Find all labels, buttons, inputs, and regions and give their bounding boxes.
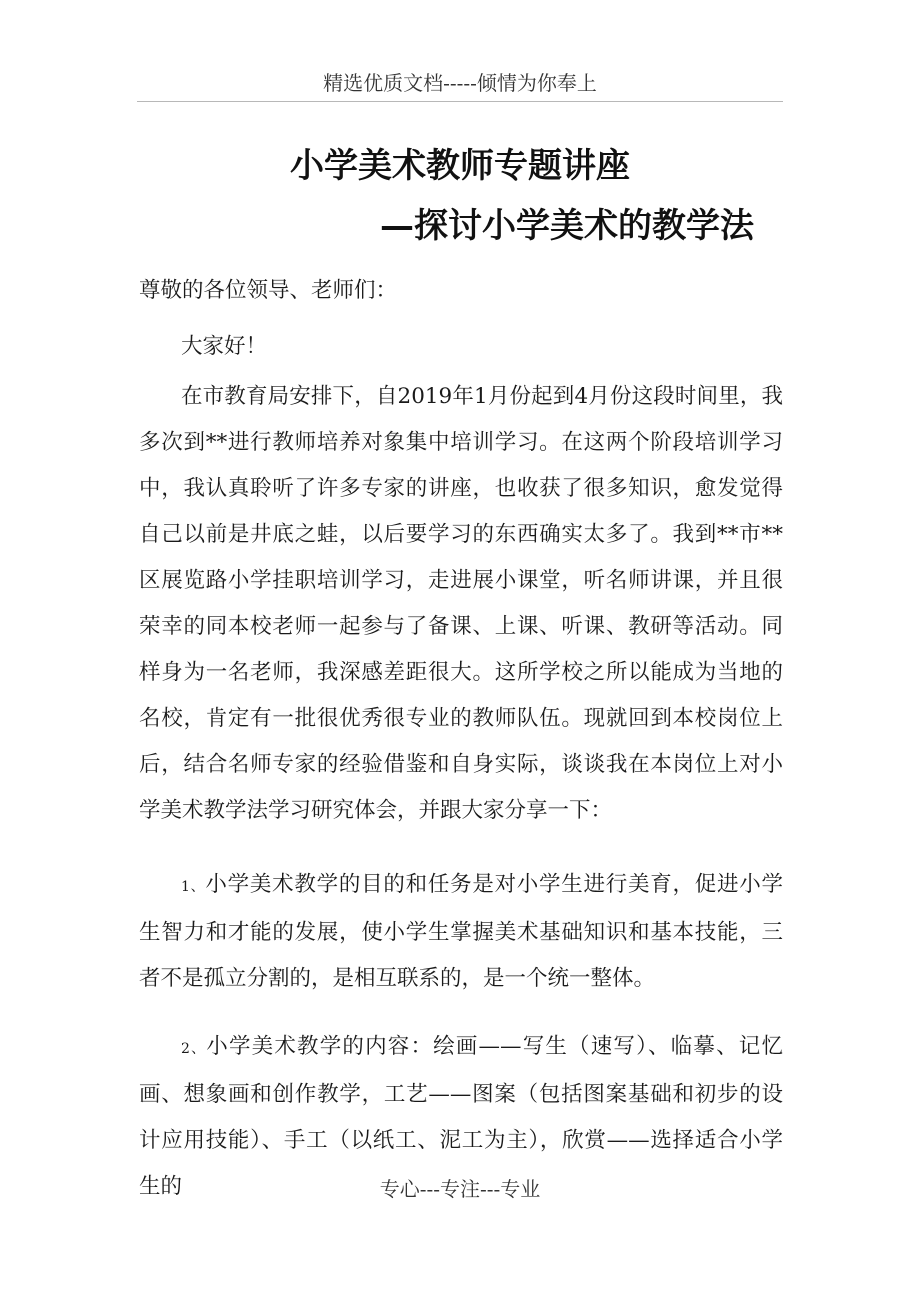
point-1-number: 1、 bbox=[181, 879, 206, 895]
point-1-text: 小学美术教学的目的和任务是对小学生进行美育，促进小学生智力和才能的发展，使小学生掌握美术基础知识和基本技能，三者不是孤立分割的，是相互联系的，是一个统一整体。 bbox=[139, 872, 783, 991]
point-1-paragraph bbox=[139, 862, 783, 1002]
greeting: 大家好！ bbox=[181, 334, 268, 359]
document-title: 小学美术教师专题讲座 bbox=[290, 146, 630, 186]
point-2-text: 小学美术教学的内容：绘画——写生（速写）、临摹、记忆画、想象画和创作教学，工艺——图案（包括图案基础和初步的设计应用技能）、手工（以纸工、泥工为主），欣赏——选择适合小学生的 bbox=[139, 1034, 783, 1199]
page-header: 精选优质文档-----倾情为你奉上 bbox=[323, 71, 597, 95]
intro-paragraph: 在市教育局安排下，自2019年1月份起到4月份这段时间里，我多次到**进行教师培养对象集中培训学习。在这两个阶段培训学习中，我认真聆听了许多专家的讲座，也收获了很多知识，愈发觉得自己以前是井底之蛙，以后要学习的东西确实太多了。我到**市**区展览路小学挂职培训学习，走进展小课堂，听名师讲课，并且很荣幸的同本校老师一起参与了备课、上课、听课、教研等活动。同样身为一名老师，我深感差距很大。这所学校之所以能成为当地的名校，肯定有一批很优秀很专业的教师队伍。现就回到本校岗位上后，结合名师专家的经验借鉴和自身实际，谈谈我在本岗位上对小学美术教学法学习研究体会，并跟大家分享一下： bbox=[139, 384, 783, 823]
document-subtitle: —探讨小学美术的教学法 bbox=[380, 206, 754, 246]
page-footer: 专心---专注---专业 bbox=[379, 1177, 541, 1201]
header-divider bbox=[137, 101, 783, 102]
salutation: 尊敬的各位领导、老师们： bbox=[139, 278, 398, 303]
point-2-number: 2、 bbox=[181, 1041, 207, 1057]
